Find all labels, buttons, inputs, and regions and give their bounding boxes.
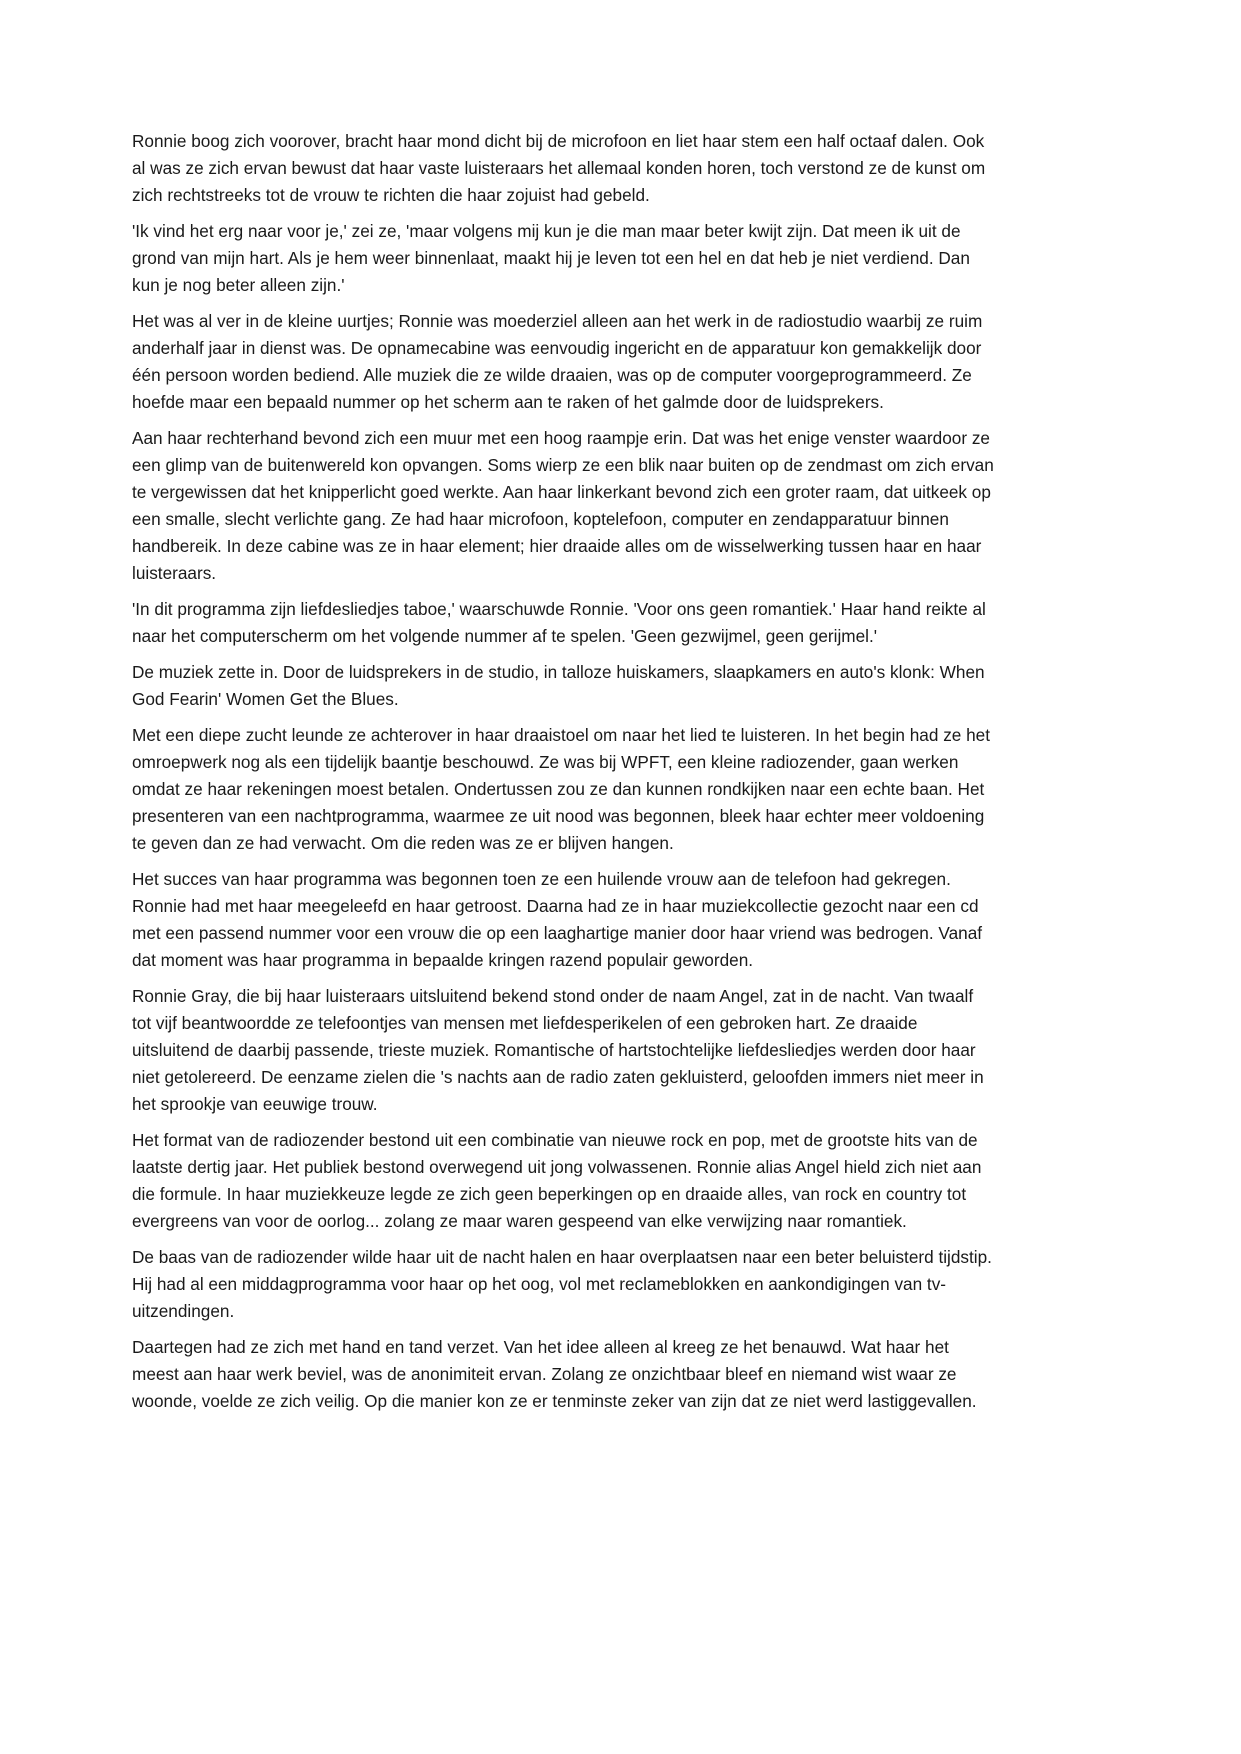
- text-line: luisteraars.: [132, 563, 217, 583]
- paragraph: [132, 425, 992, 587]
- text-line: laatste dertig jaar. Het publiek bestond overwegend uit jong volwassenen. Ronnie alias Angel hield zich niet aan: [132, 1157, 982, 1177]
- text-line: met een passend nummer voor een vrouw die op een laaghartige manier door haar vriend was bedrogen. Vanaf: [132, 923, 983, 943]
- paragraph: [132, 128, 992, 209]
- text-line: zich rechtstreeks tot de vrouw te richten die haar zojuist had gebeld.: [132, 185, 650, 205]
- text-line: een smalle, slecht verlichte gang. Ze had haar microfoon, koptelefoon, computer en zendapparatuur binnen: [132, 509, 949, 529]
- text-line: te geven dan ze had verwacht. Om die reden was ze er blijven hangen.: [132, 833, 674, 853]
- text-line: grond van mijn hart. Als je hem weer binnenlaat, maakt hij je leven tot een hel en dat heb je niet verdiend. Dan: [132, 248, 970, 268]
- paragraph: [132, 722, 992, 857]
- paragraph: [132, 1334, 992, 1415]
- text-line: Hij had al een middagprogramma voor haar op het oog, vol met reclameblokken en aankondigingen van tv-: [132, 1274, 947, 1294]
- text-line: Het was al ver in de kleine uurtjes; Ronnie was moederziel alleen aan het werk in de radiostudio waarbij ze ruim: [132, 311, 983, 331]
- text-line: Met een diepe zucht leunde ze achterover in haar draaistoel om naar het lied te luisteren. In het begin had ze het: [132, 725, 991, 745]
- text-line: De muziek zette in. Door de luidsprekers in de studio, in talloze huiskamers, slaapkamers en auto's klonk: When: [132, 662, 985, 682]
- paragraph: [132, 308, 992, 416]
- text-line: die formule. In haar muziekkeuze legde ze zich geen beperkingen op en draaide alles, van rock en country tot: [132, 1184, 967, 1204]
- text-line: niet getolereerd. De eenzame zielen die 's nachts aan de radio zaten gekluisterd, geloofden immers niet meer in: [132, 1067, 984, 1087]
- text-line: Daartegen had ze zich met hand en tand verzet. Van het idee alleen al kreeg ze het benauwd. Wat haar het: [132, 1337, 949, 1357]
- paragraph: [132, 866, 992, 974]
- text-line: te vergewissen dat het knipperlicht goed werkte. Aan haar linkerkant bevond zich een groter raam, dat uitkeek op: [132, 482, 991, 502]
- paragraph: [132, 1127, 992, 1235]
- text-line: Het succes van haar programma was begonnen toen ze een huilende vrouw aan de telefoon had gekregen.: [132, 869, 951, 889]
- text-line: uitsluitend de daarbij passende, trieste muziek. Romantische of hartstochtelijke liefdesliedjes werden door haar: [132, 1040, 976, 1060]
- text-line: evergreens van voor de oorlog... zolang ze maar waren gespeend van elke verwijzing naar romantiek.: [132, 1211, 907, 1231]
- text-line: tot vijf beantwoordde ze telefoontjes van mensen met liefdesperikelen of een gebroken hart. Ze draaide: [132, 1013, 918, 1033]
- text-line: Ronnie boog zich voorover, bracht haar mond dicht bij de microfoon en liet haar stem een half octaaf dalen. Ook: [132, 131, 985, 151]
- text-line: De baas van de radiozender wilde haar uit de nacht halen en haar overplaatsen naar een beter beluisterd tijdstip.: [132, 1247, 992, 1267]
- text-line: het sprookje van eeuwige trouw.: [132, 1094, 378, 1114]
- text-line: een glimp van de buitenwereld kon opvangen. Soms wierp ze een blik naar buiten op de zendmast om zich ervan: [132, 455, 994, 475]
- text-line: dat moment was haar programma in bepaalde kringen razend populair geworden.: [132, 950, 754, 970]
- text-line: kun je nog beter alleen zijn.': [132, 275, 345, 295]
- text-line: Ronnie had met haar meegeleefd en haar getroost. Daarna had ze in haar muziekcollectie gezocht naar een cd: [132, 896, 979, 916]
- text-line: anderhalf jaar in dienst was. De opnamecabine was eenvoudig ingericht en de apparatuur kon gemakkelijk door: [132, 338, 982, 358]
- text-line: meest aan haar werk beviel, was de anonimiteit ervan. Zolang ze onzichtbaar bleef en niemand wist waar ze: [132, 1364, 957, 1384]
- text-line: hoefde maar een bepaald nummer op het scherm aan te raken of het galmde door de luidsprekers.: [132, 392, 884, 412]
- text-line: omroepwerk nog als een tijdelijk baantje beschouwd. Ze was bij WPFT, een kleine radiozender, gaan werken: [132, 752, 959, 772]
- text-line: Ronnie Gray, die bij haar luisteraars uitsluitend bekend stond onder de naam Angel, zat in de nacht. Van twaalf: [132, 986, 974, 1006]
- paragraph: [132, 983, 992, 1118]
- text-line: God Fearin' Women Get the Blues.: [132, 689, 399, 709]
- text-line: handbereik. In deze cabine was ze in haar element; hier draaide alles om de wisselwerking tussen haar en haar: [132, 536, 982, 556]
- text-line: al was ze zich ervan bewust dat haar vaste luisteraars het allemaal konden horen, toch verstond ze de kunst om: [132, 158, 986, 178]
- text-line: presenteren van een nachtprogramma, waarmee ze uit nood was begonnen, bleek haar echter meer voldoening: [132, 806, 985, 826]
- paragraph: [132, 1244, 992, 1325]
- text-line: 'In dit programma zijn liefdesliedjes taboe,' waarschuwde Ronnie. 'Voor ons geen romantiek.' Haar hand reikte al: [132, 599, 986, 619]
- text-line: Het format van de radiozender bestond uit een combinatie van nieuwe rock en pop, met de grootste hits van de: [132, 1130, 978, 1150]
- text-line: uitzendingen.: [132, 1301, 235, 1321]
- paragraph: [132, 596, 992, 650]
- paragraph: [132, 659, 992, 713]
- text-line: één persoon worden bediend. Alle muziek die ze wilde draaien, was op de computer voorgeprogrammeerd. Ze: [132, 365, 972, 385]
- text-line: 'Ik vind het erg naar voor je,' zei ze, 'maar volgens mij kun je die man maar beter kwijt zijn. Dat meen ik uit de: [132, 221, 961, 241]
- paragraph: [132, 218, 992, 299]
- document-page: [132, 128, 992, 1424]
- text-line: naar het computerscherm om het volgende nummer af te spelen. 'Geen gezwijmel, geen gerijmel.': [132, 626, 878, 646]
- text-line: woonde, voelde ze zich veilig. Op die manier kon ze er tenminste zeker van zijn dat ze niet werd lastiggevallen.: [132, 1391, 977, 1411]
- text-line: omdat ze haar rekeningen moest betalen. Ondertussen zou ze dan kunnen rondkijken naar een echte baan. Het: [132, 779, 985, 799]
- text-line: Aan haar rechterhand bevond zich een muur met een hoog raampje erin. Dat was het enige venster waardoor ze: [132, 428, 990, 448]
